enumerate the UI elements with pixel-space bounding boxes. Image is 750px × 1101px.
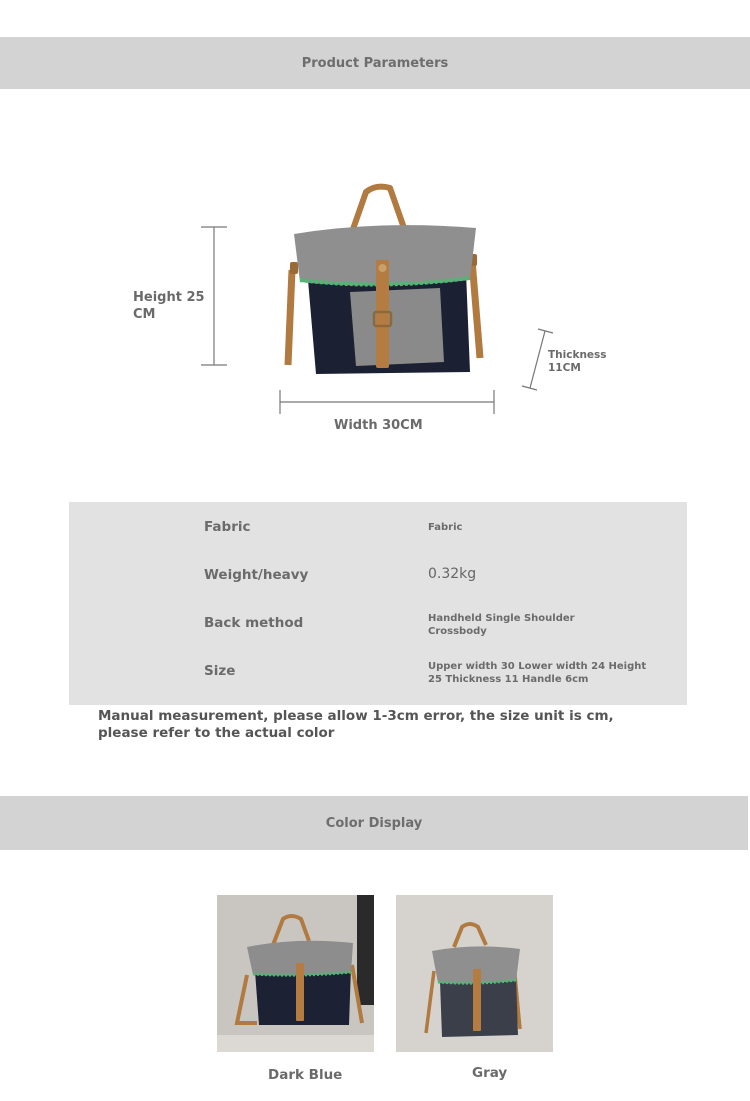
dark-blue-bag-image	[217, 895, 374, 1052]
spec-label: Fabric	[204, 519, 251, 535]
spec-value: 0.32kg	[428, 566, 477, 582]
measurement-note: Manual measurement, please allow 1-3cm error, the size unit is cm, please refer to the actual color	[98, 708, 614, 741]
spec-table	[69, 502, 687, 705]
spec-label: Back method	[204, 615, 304, 631]
thickness-line	[530, 331, 545, 388]
color-name-gray: Gray	[472, 1065, 508, 1081]
spec-label: Weight/heavy	[204, 567, 309, 583]
thickness-label: Thickness 11CM	[548, 349, 607, 374]
color-name-dark-blue: Dark Blue	[268, 1067, 343, 1083]
section-title: Product Parameters	[301, 55, 449, 71]
gray-bag-image	[396, 895, 553, 1052]
color-display-header	[0, 796, 748, 850]
spec-value: Upper width 30 Lower width 24 Height 25 Thickness 11 Handle 6cm	[428, 661, 647, 685]
spec-value: Handheld Single Shoulder Crossbody	[428, 613, 575, 637]
spec-label: Size	[204, 663, 236, 679]
section-title: Color Display	[325, 815, 423, 831]
height-label: Height 25 CM	[133, 290, 205, 322]
color-option-dark-blue[interactable]	[217, 895, 374, 1052]
width-label: Width 30CM	[334, 418, 423, 433]
thickness-cap-top	[538, 329, 553, 333]
color-option-gray[interactable]	[396, 895, 553, 1052]
spec-value: Fabric	[428, 522, 463, 533]
thickness-cap-bottom	[522, 386, 537, 390]
bag-product-image	[280, 180, 490, 385]
